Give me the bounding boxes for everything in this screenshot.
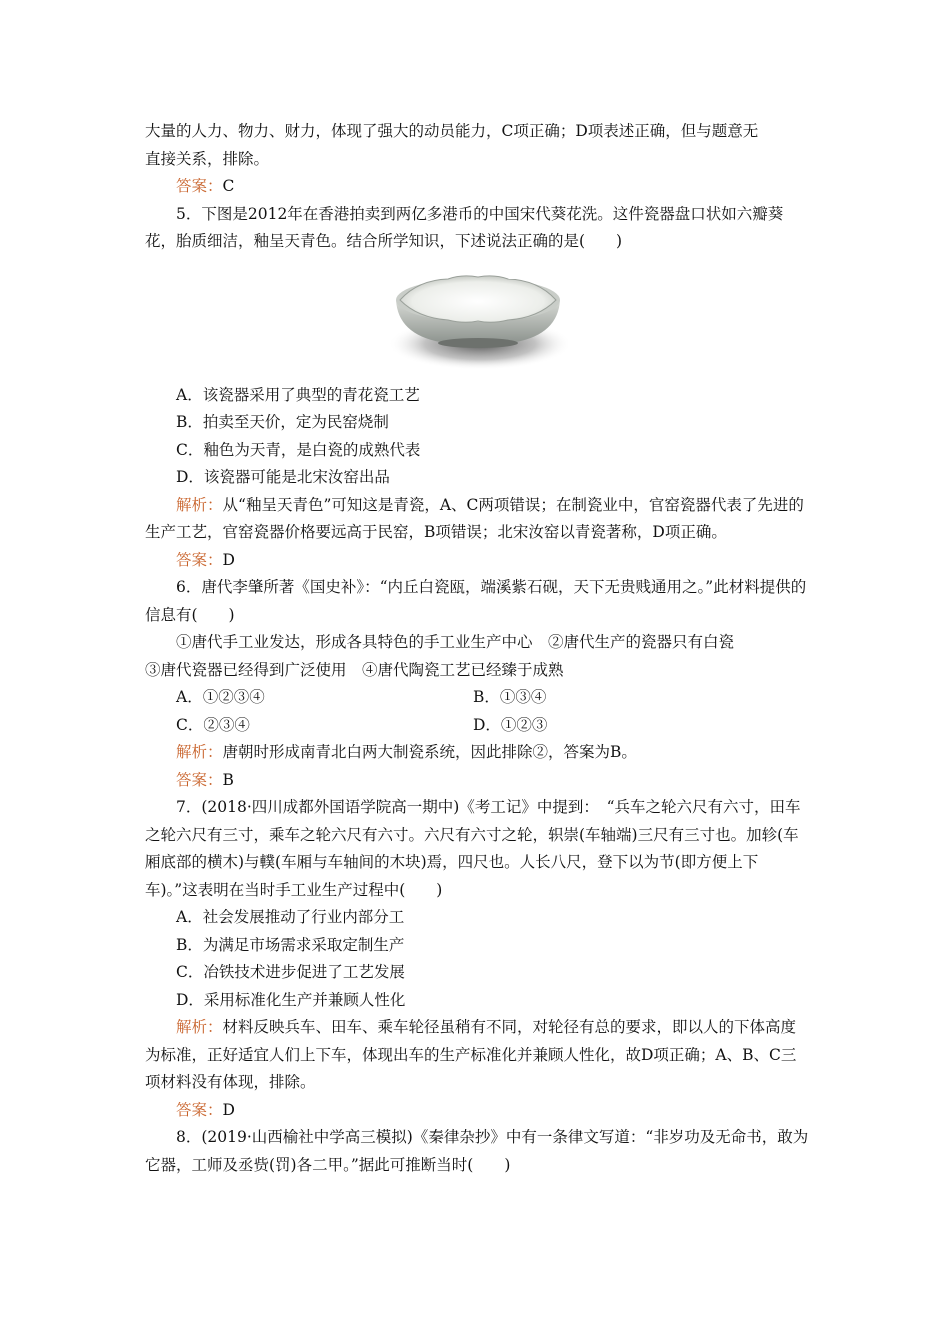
q5-analysis (145, 492, 810, 547)
q7-option-c: C．冶铁技术进步促进了工艺发展 (176, 963, 405, 981)
answer-label: 答案： (176, 770, 223, 789)
answer-value: B (222, 770, 234, 789)
answer-label: 答案： (176, 550, 223, 569)
q5-option-a: A．该瓷器采用了典型的青花瓷工艺 (176, 385, 420, 404)
q6-analysis (145, 739, 810, 767)
q6-stem: 6．唐代李肇所著《国史补》：“内丘白瓷瓯，端溪紫石砚，天下无贵贱通用之。”此材料提供的信息有( ) (145, 578, 807, 624)
answer-label: 答案： (176, 177, 223, 195)
answer-label: 答案： (176, 1100, 223, 1119)
q7-answer (145, 1097, 810, 1125)
porcelain-dish-icon (388, 262, 568, 372)
analysis-label: 解析： (176, 495, 223, 514)
q6-option-c: C．②③④ (176, 715, 250, 734)
q4-text-line1: 大量的人力、物力、财力，体现了强大的动员能力，C项正确；D项表述正确，但与题意无 (145, 122, 759, 140)
q6-option-a: A．①②③④ (176, 688, 265, 706)
analysis-label: 解析： (176, 1018, 223, 1036)
q5-option-b: B．拍卖至天价，定为民窑烧制 (176, 413, 389, 431)
document-page (145, 118, 810, 1179)
q4-answer (145, 173, 810, 201)
answer-value: C (222, 177, 235, 195)
q7-option-a: A．社会发展推动了行业内部分工 (176, 908, 405, 926)
q7-stem: 7．(2018·四川成都外国语学院高一期中)《考工记》中提到： “兵车之轮六尺有六寸，田车之轮六尺有三寸，乘车之轮六尺有六寸。六尺有六寸之轮，轵崇(车轴端)三尺有三寸也。加轸(车厢底部的横木)与轐(车厢与车轴间的木块)焉，四尺也。人长八尺，登下以为节(即方便上下车)。”这表明在当时手工业生产过程中( ) (145, 798, 801, 899)
q4-text-line2: 直接关系，排除。 (145, 149, 270, 168)
answer-value: D (222, 1100, 235, 1119)
q7-analysis (145, 1014, 810, 1097)
q8-stem: 8．(2019·山西榆社中学高三模拟)《秦律杂抄》中有一条律文写道：“非岁功及无命书，敢为它器，工师及丞赀(罚)各二甲。”据此可推断当时( ) (145, 1128, 809, 1174)
answer-value: D (222, 550, 235, 569)
q5-stem: 5．下图是2012年在香港拍卖到两亿多港币的中国宋代葵花洗。这件瓷器盘口状如六瓣葵花，胎质细洁，釉呈天青色。结合所学知识，下述说法正确的是( ) (145, 204, 784, 250)
q6-items-line2: ③唐代瓷器已经得到广泛使用 ④唐代陶瓷工艺已经臻于成熟 (145, 660, 564, 679)
q6-options-row2 (145, 712, 810, 740)
q7-option-d: D．采用标准化生产并兼顾人性化 (176, 990, 406, 1009)
q7-option-b: B．为满足市场需求采取定制生产 (176, 935, 405, 954)
q6-items-line1: ①唐代手工业发达，形成各具特色的手工业生产中心 ②唐代生产的瓷器只有白瓷 (176, 633, 735, 651)
q6-options-row1 (145, 684, 810, 712)
q6-option-b: B．①③④ (473, 688, 547, 706)
q6-answer (145, 767, 810, 795)
analysis-text: 材料反映兵车、田车、乘车轮径虽稍有不同，对轮径有总的要求，即以人的下体高度为标准，正好适宜人们上下车，体现出车的生产标准化并兼顾人性化，故D项正确；A、B、C三项材料没有体现，排除。 (145, 1018, 797, 1091)
q6-option-d: D．①②③ (473, 715, 548, 734)
porcelain-dish-figure (145, 262, 810, 372)
analysis-text: 从“釉呈天青色”可知这是青瓷，A、C两项错误；在制瓷业中，官窑瓷器代表了先进的生产工艺，官窑瓷器价格要远高于民窑，B项错误；北宋汝窑以青瓷著称，D项正确。 (145, 495, 804, 541)
q5-option-c: C．釉色为天青，是白瓷的成熟代表 (176, 440, 421, 459)
analysis-text: 唐朝时形成南青北白两大制瓷系统，因此排除②，答案为B。 (222, 743, 637, 761)
analysis-label: 解析： (176, 743, 223, 761)
q5-option-d: D．该瓷器可能是北宋汝窑出品 (176, 468, 390, 486)
q5-answer (145, 547, 810, 575)
